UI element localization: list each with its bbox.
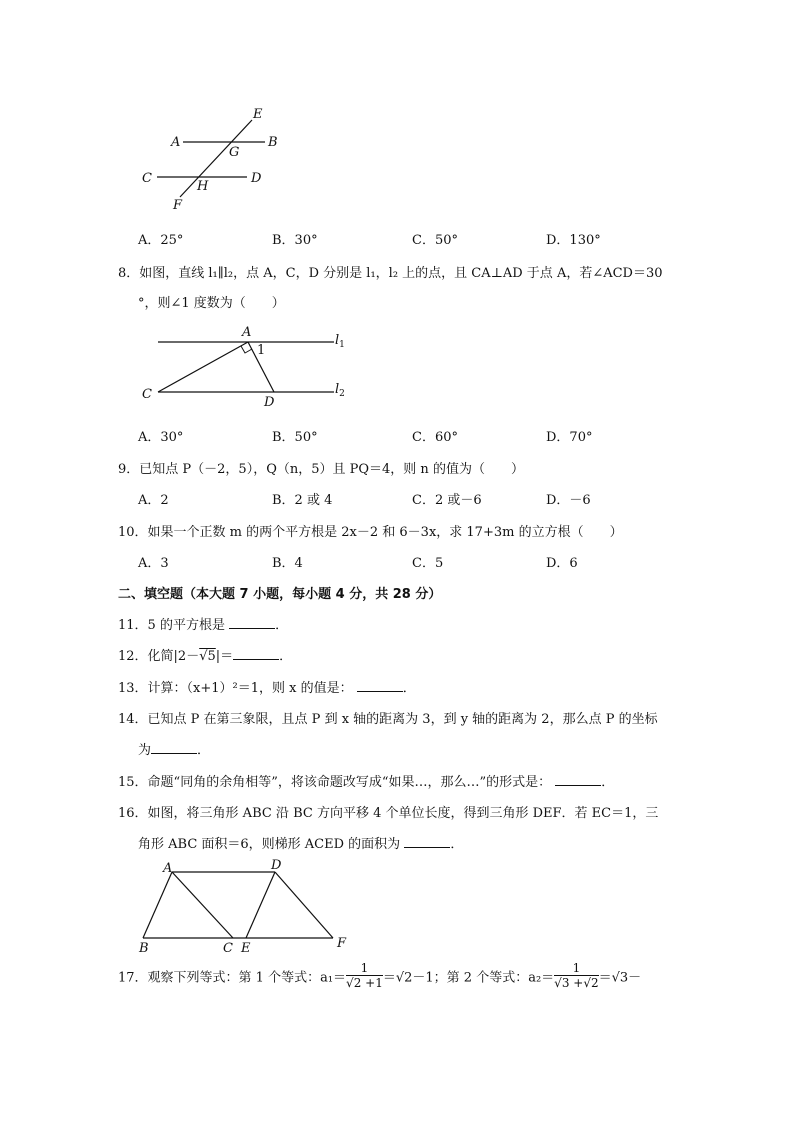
figure-q16-translation [135,855,355,955]
q9-text: 9．已知点 P（－2，5），Q（n，5）且 PQ＝4，则 n 的值为（ ） [118,462,524,477]
label-g: G [229,145,240,160]
label-a: A [242,325,252,340]
label-d: D [251,171,262,186]
q7-option-d[interactable]: D．130° [546,233,601,248]
label-d: D [271,858,282,873]
q17-fraction-2-numerator: 1 [554,962,598,976]
q11-answer-blank[interactable] [229,616,275,629]
q10-text: 10．如果一个正数 m 的两个平方根是 2x－2 和 6－3x，求 17+3m 的立方根（ ） [118,525,623,540]
q10-option-d[interactable]: D．6 [546,556,578,571]
q8-option-c[interactable]: C．60° [412,430,458,445]
q13-end: ． [402,681,416,696]
label-e: E [241,941,251,955]
q9-option-d[interactable]: D．－6 [546,493,591,508]
q7-option-a[interactable]: A．25° [138,233,184,248]
segment-ca [158,342,248,392]
label-b: B [139,941,149,955]
q15-text: 15．命题“同角的余角相等”，将该命题改写成“如果…，那么…”的形式是： [118,775,552,790]
segment-df [275,872,333,938]
label-a: A [163,861,173,876]
q13-text: 13．计算：（x+1）²＝1，则 x 的值是： [118,681,353,696]
label-c: C [142,171,152,186]
q14-line2-text: 为 [138,743,152,758]
q8-text-line2: °，则∠1 度数为（ ） [138,296,285,311]
q17-fraction-1 [346,962,383,990]
q8-option-b[interactable]: B．50° [272,430,318,445]
q17-suffix: ＝√3－ [598,970,642,986]
label-angle-1: 1 [257,343,266,358]
label-f: F [173,198,183,213]
q10-option-a[interactable]: A．3 [138,556,169,571]
q9-option-a[interactable]: A．2 [138,493,169,508]
segment-de [246,872,275,938]
q17-mid: ＝√2－1；第 2 个等式：a₂＝ [382,970,555,986]
label-a: A [171,135,181,150]
label-b: B [268,135,278,150]
q7-option-b[interactable]: B．30° [272,233,318,248]
q8-option-a[interactable]: A．30° [138,430,184,445]
q13-line [118,677,416,696]
q7-option-c[interactable]: C．50° [412,233,458,248]
label-d: D [264,395,275,410]
q15-answer-blank[interactable] [555,773,601,786]
q12-suffix: |＝ [215,649,234,664]
segment-ab [143,872,172,938]
q16-line2 [138,833,463,852]
q13-answer-blank[interactable] [357,679,403,692]
q12-sqrt: √5 [199,649,216,664]
figure-parallel-transversal [135,105,295,215]
q16-line2-text: 角形 ABC 面积＝6，则梯形 ACED 的面积为 [138,837,401,852]
q10-option-c[interactable]: C．5 [412,556,444,571]
q10-option-b[interactable]: B．4 [272,556,303,571]
q16-line1: 16．如图，将三角形 ABC 沿 BC 方向平移 4 个单位长度，得到三角形 DEF．若 EC＝1，三 [118,806,659,821]
label-c: C [142,387,152,402]
q12-line [118,645,292,664]
q12-end: ． [279,649,293,664]
label-l1: $l_1$ [335,333,345,350]
label-e: E [253,107,263,122]
q11-line [118,614,288,633]
q12-prefix: 12．化简|2－ [118,649,200,664]
q17-fraction-2 [554,962,598,990]
segment-ac [172,872,233,938]
q15-end: ． [601,775,615,790]
q15-line [118,771,614,790]
section-title-fill-in: 二、填空题（本大题 7 小题，每小题 4 分，共 28 分） [118,587,442,602]
q12-answer-blank[interactable] [233,647,279,660]
figure-q8 [138,322,358,410]
line-ef [180,120,252,197]
q17-prefix: 17．观察下列等式：第 1 个等式：a₁＝ [118,970,347,986]
q16-end: ． [450,837,464,852]
label-f: F [337,936,347,951]
q11-text: 11．5 的平方根是 [118,618,225,633]
q9-option-b[interactable]: B．2 或 4 [272,493,333,508]
label-h: H [197,179,209,194]
q11-end: ． [275,618,289,633]
label-l2: $l_2$ [335,382,345,399]
q8-option-d[interactable]: D．70° [546,430,593,445]
q14-end: ． [197,743,211,758]
q14-line2 [138,739,210,758]
q17-fraction-2-denominator: √3 +√2 [554,976,599,990]
q17-fraction-1-numerator: 1 [346,962,383,976]
q9-option-c[interactable]: C．2 或－6 [412,493,482,508]
q8-text-line1: 8．如图，直线 l₁∥l₂，点 A，C，D 分别是 l₁，l₂ 上的点，且 CA⊥AD 于点 A，若∠ACD＝30 [118,266,663,281]
q14-answer-blank[interactable] [151,741,197,754]
q16-answer-blank[interactable] [404,835,450,848]
q17-fraction-1-denominator: √2 +1 [346,976,383,990]
label-c: C [223,941,233,955]
q14-line1: 14．已知点 P 在第三象限，且点 P 到 x 轴的距离为 3，到 y 轴的距离为 2，那么点 P 的坐标 [118,712,658,727]
q17-line [118,962,641,990]
